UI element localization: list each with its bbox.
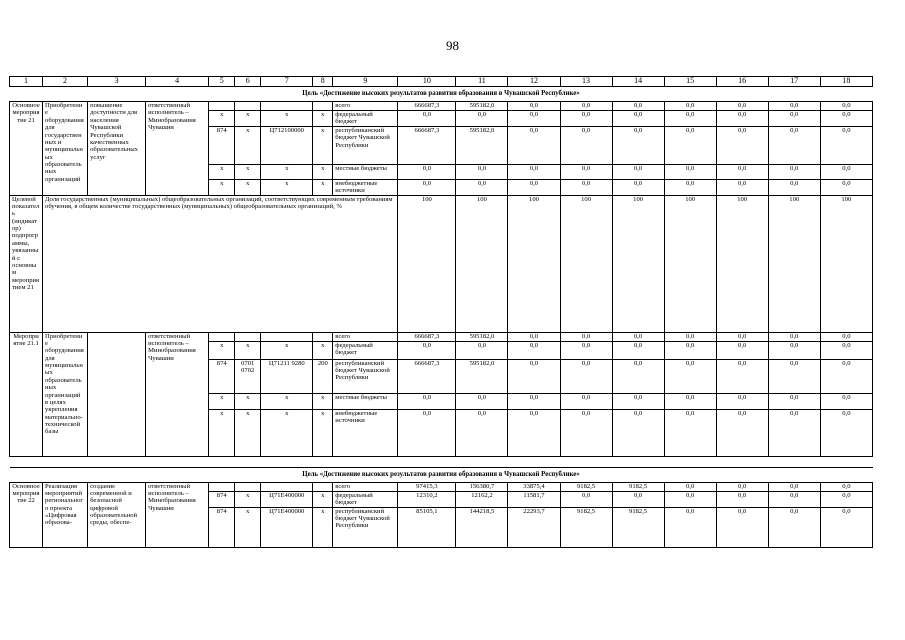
value-cell: 0,0 [768, 126, 820, 164]
code-cell: x [261, 341, 313, 359]
value-cell: 0,0 [612, 359, 664, 393]
value-cell: 0,0 [508, 102, 560, 111]
code-cell: x [313, 341, 333, 359]
value-cell: 0,0 [664, 359, 716, 393]
column-number-cell: 3 [88, 77, 146, 87]
indicator-value-cell: 100 [664, 195, 716, 332]
code-cell: x [313, 126, 333, 164]
value-cell: 0,0 [398, 393, 456, 409]
code-cell: x [261, 179, 313, 195]
value-cell: 0,0 [560, 491, 612, 507]
gap-row [10, 456, 873, 467]
value-cell: 0,0 [612, 164, 664, 179]
value-cell: 595182,0 [456, 126, 508, 164]
funding-source-cell: всего [333, 332, 398, 341]
value-cell: 0,0 [664, 126, 716, 164]
value-cell: 0,0 [612, 179, 664, 195]
value-cell: 666687,3 [398, 102, 456, 111]
indicator-value-cell: 100 [820, 195, 872, 332]
column-number-cell: 11 [456, 77, 508, 87]
value-cell: 33875,4 [508, 482, 560, 491]
value-cell: 0,0 [820, 332, 872, 341]
value-cell: 0,0 [664, 491, 716, 507]
code-cell: 200 [313, 359, 333, 393]
column-number-cell: 8 [313, 77, 333, 87]
value-cell: 0,0 [768, 393, 820, 409]
code-cell: Ц71211 9280 [261, 359, 313, 393]
code-cell [261, 482, 313, 491]
value-cell: 9182,5 [560, 482, 612, 491]
value-cell: 0,0 [664, 102, 716, 111]
column-number-cell: 16 [716, 77, 768, 87]
table-header-row [10, 77, 873, 87]
value-cell: 0,0 [820, 111, 872, 127]
value-cell: 0,0 [560, 341, 612, 359]
value-cell: 0,0 [716, 341, 768, 359]
value-cell: 97415,3 [398, 482, 456, 491]
activity-number-cell: Мероприятие 21.1 [10, 332, 43, 456]
code-cell: Ц71Е400000 [261, 491, 313, 507]
code-cell: x [235, 179, 261, 195]
code-cell: x [261, 111, 313, 127]
spacer [10, 456, 873, 467]
code-cell: x [235, 507, 261, 547]
value-cell: 9182,5 [560, 507, 612, 547]
indicator-label-cell: Целевой показатель (индикатор) подпрограммы, увязанный с основным мероприятием 21 [10, 195, 43, 332]
code-cell: x [209, 409, 235, 456]
activity-goal-cell: повышение доступности для населения Чувашской Республики качественных образовательных услуг [88, 102, 146, 196]
code-cell: x [235, 164, 261, 179]
code-cell: Ц71Е400000 [261, 507, 313, 547]
value-cell: 0,0 [508, 111, 560, 127]
goal-row [10, 467, 873, 482]
value-cell: 0,0 [508, 164, 560, 179]
value-cell: 0,0 [612, 341, 664, 359]
indicator-value-cell: 100 [456, 195, 508, 332]
column-number-cell: 13 [560, 77, 612, 87]
value-cell: 0,0 [716, 359, 768, 393]
code-cell: 874 [209, 491, 235, 507]
value-cell: 0,0 [768, 507, 820, 547]
value-cell: 666687,3 [398, 332, 456, 341]
value-cell: 0,0 [716, 393, 768, 409]
code-cell [313, 102, 333, 111]
executor-cell: ответственный исполнитель – Минобразования Чувашии [146, 482, 209, 547]
funding-source-cell: республиканский бюджет Чувашской Республики [333, 126, 398, 164]
value-cell: 0,0 [716, 111, 768, 127]
funding-source-cell: местные бюджеты [333, 164, 398, 179]
value-cell: 0,0 [508, 393, 560, 409]
value-cell: 0,0 [716, 179, 768, 195]
indicator-value-cell: 100 [398, 195, 456, 332]
value-cell: 0,0 [398, 179, 456, 195]
value-cell: 0,0 [768, 482, 820, 491]
column-number-cell: 18 [820, 77, 872, 87]
indicator-value-cell: 100 [716, 195, 768, 332]
value-cell: 0,0 [456, 341, 508, 359]
funding-source-cell: республиканский бюджет Чувашской Республики [333, 359, 398, 393]
value-cell: 0,0 [820, 507, 872, 547]
code-cell [209, 332, 235, 341]
value-cell: 156380,7 [456, 482, 508, 491]
value-cell: 0,0 [768, 409, 820, 456]
value-cell: 0,0 [612, 126, 664, 164]
code-cell [313, 332, 333, 341]
funding-source-cell: внебюджетные источники [333, 179, 398, 195]
code-cell: x [235, 393, 261, 409]
column-number-cell: 5 [209, 77, 235, 87]
value-cell: 0,0 [716, 126, 768, 164]
value-cell: 0,0 [768, 164, 820, 179]
code-cell: x [209, 341, 235, 359]
value-cell: 0,0 [508, 359, 560, 393]
value-cell: 0,0 [612, 332, 664, 341]
column-number-cell: 17 [768, 77, 820, 87]
value-cell: 22293,7 [508, 507, 560, 547]
value-cell: 0,0 [820, 491, 872, 507]
funding-source-cell: внебюджетные источники [333, 409, 398, 456]
code-cell: x [313, 111, 333, 127]
value-cell: 144218,5 [456, 507, 508, 547]
column-number-cell: 12 [508, 77, 560, 87]
code-cell: 874 [209, 126, 235, 164]
value-cell: 0,0 [560, 332, 612, 341]
value-cell: 0,0 [398, 111, 456, 127]
value-cell: 0,0 [820, 164, 872, 179]
value-cell: 0,0 [560, 393, 612, 409]
funding-source-cell: республиканский бюджет Чувашской Республики [333, 507, 398, 547]
code-cell: x [313, 179, 333, 195]
value-cell: 0,0 [456, 111, 508, 127]
value-cell: 0,0 [820, 409, 872, 456]
value-cell: 0,0 [664, 111, 716, 127]
code-cell: Ц712100000 [261, 126, 313, 164]
value-cell: 0,0 [456, 179, 508, 195]
value-cell: 0,0 [508, 179, 560, 195]
column-number-cell: 2 [43, 77, 88, 87]
code-cell: x [313, 409, 333, 456]
executor-cell: ответственный исполнитель – Минобразования Чувашии [146, 332, 209, 456]
value-cell: 595182,0 [456, 359, 508, 393]
value-cell: 0,0 [664, 341, 716, 359]
value-cell: 0,0 [664, 179, 716, 195]
value-cell: 0,0 [768, 341, 820, 359]
value-cell: 0,0 [716, 482, 768, 491]
funding-source-cell: всего [333, 102, 398, 111]
value-cell: 0,0 [716, 102, 768, 111]
value-cell: 0,0 [398, 164, 456, 179]
value-cell: 0,0 [456, 164, 508, 179]
code-cell [261, 102, 313, 111]
value-cell: 0,0 [820, 393, 872, 409]
column-number-cell: 6 [235, 77, 261, 87]
value-cell: 0,0 [664, 507, 716, 547]
code-cell: x [313, 393, 333, 409]
value-cell: 9182,5 [612, 507, 664, 547]
code-cell: x [235, 409, 261, 456]
value-cell: 0,0 [820, 482, 872, 491]
funding-source-cell: федеральный бюджет [333, 491, 398, 507]
value-cell: 0,0 [560, 126, 612, 164]
goal-title: Цель «Достижение высоких результатов развития образования в Чувашской Республике» [10, 467, 873, 482]
code-cell: x [235, 341, 261, 359]
code-cell: x [313, 491, 333, 507]
value-cell: 0,0 [612, 111, 664, 127]
code-cell: 0701 0702 [235, 359, 261, 393]
activity-name-cell: Приобретение оборудования для государственных и муниципальных образовательных организаций [43, 102, 88, 196]
indicator-value-cell: 100 [768, 195, 820, 332]
value-cell: 0,0 [508, 126, 560, 164]
code-cell: x [209, 179, 235, 195]
value-cell: 0,0 [768, 332, 820, 341]
value-cell: 0,0 [664, 409, 716, 456]
code-cell [235, 332, 261, 341]
value-cell: 0,0 [768, 179, 820, 195]
value-cell: 0,0 [716, 491, 768, 507]
code-cell: x [261, 393, 313, 409]
value-cell: 0,0 [612, 393, 664, 409]
table-row [10, 102, 873, 111]
column-number-cell: 10 [398, 77, 456, 87]
code-cell [209, 482, 235, 491]
value-cell: 0,0 [560, 179, 612, 195]
column-number-cell: 14 [612, 77, 664, 87]
value-cell: 0,0 [716, 507, 768, 547]
indicator-text-cell: Доля государственных (муниципальных) общеобразовательных организаций, соответствующих современным требованиям обучения, в общем количестве государственных (муниципальных) общеобразовательных организаций, % [43, 195, 398, 332]
value-cell: 666687,3 [398, 359, 456, 393]
value-cell: 0,0 [560, 359, 612, 393]
activity-number-cell: Основное мероприятие 22 [10, 482, 43, 547]
funding-source-cell: федеральный бюджет [333, 341, 398, 359]
code-cell [235, 482, 261, 491]
column-number-cell: 1 [10, 77, 43, 87]
table-row [10, 332, 873, 341]
value-cell: 666687,3 [398, 126, 456, 164]
value-cell: 0,0 [768, 102, 820, 111]
value-cell: 0,0 [664, 332, 716, 341]
code-cell: x [261, 409, 313, 456]
code-cell [209, 102, 235, 111]
value-cell: 0,0 [560, 164, 612, 179]
value-cell: 0,0 [398, 409, 456, 456]
code-cell [313, 482, 333, 491]
value-cell: 0,0 [456, 393, 508, 409]
column-number-cell: 15 [664, 77, 716, 87]
code-cell: x [235, 491, 261, 507]
activity-name-cell: Приобретение оборудования для муниципальных образовательных организаций в целях укрепления материально-технической базы [43, 332, 88, 456]
value-cell: 0,0 [664, 393, 716, 409]
funding-source-cell: местные бюджеты [333, 393, 398, 409]
value-cell: 0,0 [560, 102, 612, 111]
value-cell: 0,0 [820, 359, 872, 393]
value-cell: 0,0 [456, 409, 508, 456]
funding-source-cell: всего [333, 482, 398, 491]
code-cell: x [209, 164, 235, 179]
executor-cell: ответственный исполнитель – Минобразования Чувашии [146, 102, 209, 196]
code-cell: 874 [209, 507, 235, 547]
value-cell: 0,0 [664, 164, 716, 179]
funding-source-cell: федеральный бюджет [333, 111, 398, 127]
value-cell: 0,0 [398, 341, 456, 359]
value-cell: 0,0 [612, 491, 664, 507]
code-cell: x [209, 111, 235, 127]
value-cell: 0,0 [716, 409, 768, 456]
indicator-value-cell: 100 [560, 195, 612, 332]
value-cell: 595182,0 [456, 332, 508, 341]
value-cell: 0,0 [820, 341, 872, 359]
value-cell: 0,0 [820, 126, 872, 164]
value-cell: 0,0 [820, 102, 872, 111]
value-cell: 0,0 [560, 111, 612, 127]
value-cell: 0,0 [716, 332, 768, 341]
column-number-cell: 4 [146, 77, 209, 87]
indicator-value-cell: 100 [612, 195, 664, 332]
column-number-cell: 9 [333, 77, 398, 87]
goal-title: Цель «Достижение высоких результатов развития образования в Чувашской Республике» [10, 87, 873, 102]
value-cell: 0,0 [612, 102, 664, 111]
value-cell: 0,0 [716, 164, 768, 179]
value-cell: 85105,1 [398, 507, 456, 547]
code-cell: x [313, 164, 333, 179]
budget-table [9, 76, 873, 548]
value-cell: 0,0 [508, 332, 560, 341]
code-cell [261, 332, 313, 341]
value-cell: 9182,5 [612, 482, 664, 491]
value-cell: 0,0 [560, 409, 612, 456]
column-number-cell: 7 [261, 77, 313, 87]
page-number: 98 [446, 38, 459, 53]
value-cell: 0,0 [508, 409, 560, 456]
goal-row [10, 87, 873, 102]
activity-goal-cell: создание современной и безопасной цифровой образовательной среды, обеспе- [88, 482, 146, 547]
code-cell: x [209, 393, 235, 409]
activity-number-cell: Основное мероприятие 21 [10, 102, 43, 196]
value-cell: 11581,7 [508, 491, 560, 507]
code-cell: x [235, 111, 261, 127]
value-cell: 0,0 [508, 341, 560, 359]
activity-goal-cell [88, 332, 146, 456]
code-cell: x [261, 164, 313, 179]
value-cell: 0,0 [768, 491, 820, 507]
code-cell: 874 [209, 359, 235, 393]
code-cell: x [313, 507, 333, 547]
value-cell: 0,0 [612, 409, 664, 456]
value-cell: 12310,2 [398, 491, 456, 507]
activity-name-cell: Реализация мероприятий регионального проекта «Цифровая образова- [43, 482, 88, 547]
value-cell: 0,0 [820, 179, 872, 195]
indicator-value-cell: 100 [508, 195, 560, 332]
indicator-row [10, 195, 873, 332]
value-cell: 595182,0 [456, 102, 508, 111]
value-cell: 0,0 [768, 111, 820, 127]
value-cell: 12162,2 [456, 491, 508, 507]
value-cell: 0,0 [664, 482, 716, 491]
value-cell: 0,0 [768, 359, 820, 393]
code-cell: x [235, 126, 261, 164]
table-row [10, 482, 873, 491]
code-cell [235, 102, 261, 111]
